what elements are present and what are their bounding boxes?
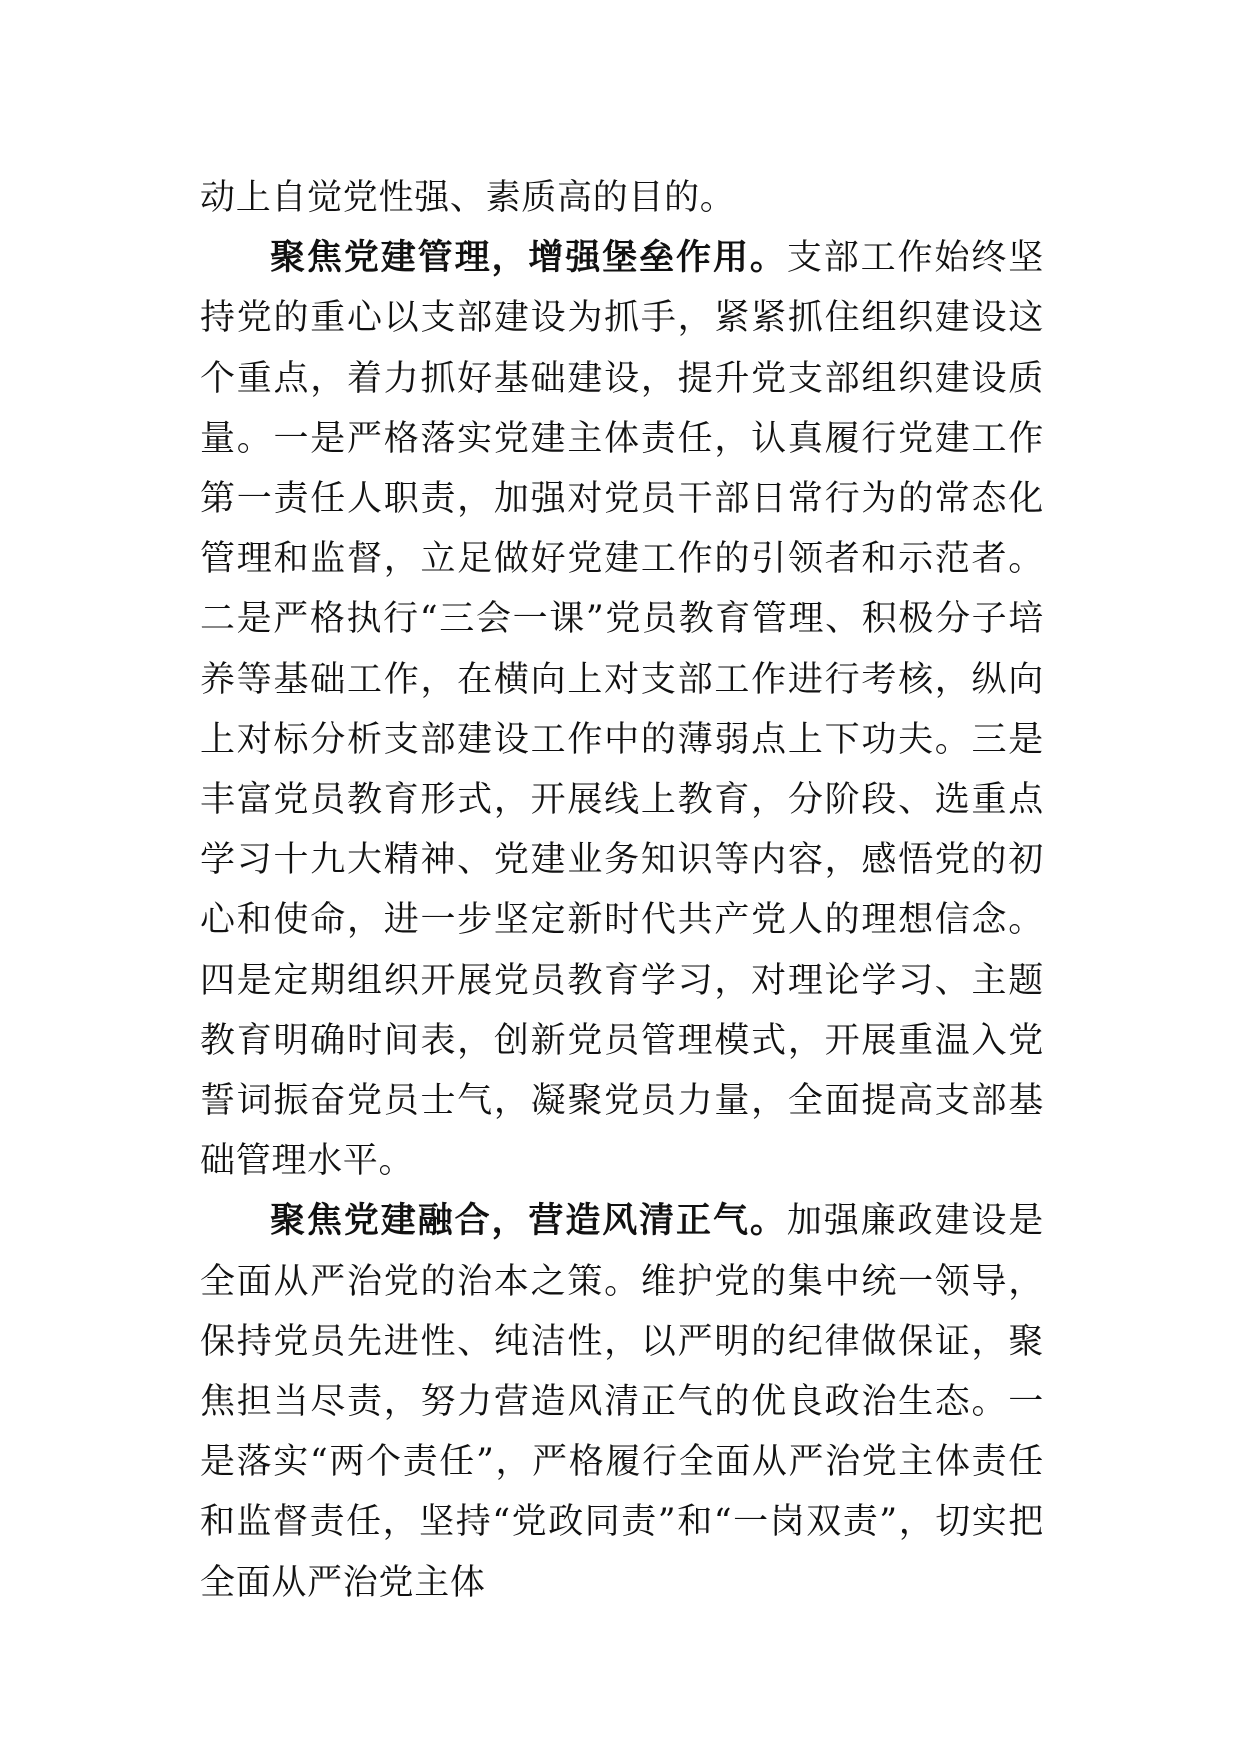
- paragraph-text: 支部工作始终坚持党的重心以支部建设为抓手，紧紧抓住组织建设这个重点，着力抓好基础建设，提升党支部组织建设质量。一是严格落实党建主体责任，认真履行党建工作第一责任人职责，加强对党员干部日常行为的常态化管理和监督，立足做好党建工作的引领者和示范者。二是严格执行“三会一课”党员教育管理、积极分子培养等基础工作，在横向上对支部工作进行考核，纵向上对标分析支部建设工作中的薄弱点上下功夫。三是丰富党员教育形式，开展线上教育，分阶段、选重点学习十九大精神、党建业务知识等内容，感悟党的初心和使命，进一步坚定新时代共产党人的理想信念。四是定期组织开展党员教育学习，对理论学习、主题教育明确时间表，创新党员管理模式，开展重温入党誓词振奋党员士气，凝聚党员力量，全面提高支部基础管理水平。: [200, 238, 1044, 1182]
- paragraph-party-building-management: [200, 228, 1044, 1191]
- document-body: [200, 168, 1044, 1613]
- paragraph-heading: 聚焦党建融合，营造风清正气。: [270, 1200, 787, 1242]
- paragraph-text: 加强廉政建设是全面从严治党的治本之策。维护党的集中统一领导，保持党员先进性、纯洁性，以严明的纪律做保证，聚焦担当尽责，努力营造风清正气的优良政治生态。一是落实“两个责任”，严格履行全面从严治党主体责任和监督责任，坚持“党政同责”和“一岗双责”，切实把全面从严治党主体: [200, 1201, 1044, 1603]
- paragraph-continuation: [200, 168, 1044, 228]
- paragraph-text: 动上自觉党性强、素质高的目的。: [200, 178, 736, 218]
- paragraph-heading: 聚焦党建管理，增强堡垒作用。: [270, 237, 787, 279]
- paragraph-party-building-integration: [200, 1191, 1044, 1612]
